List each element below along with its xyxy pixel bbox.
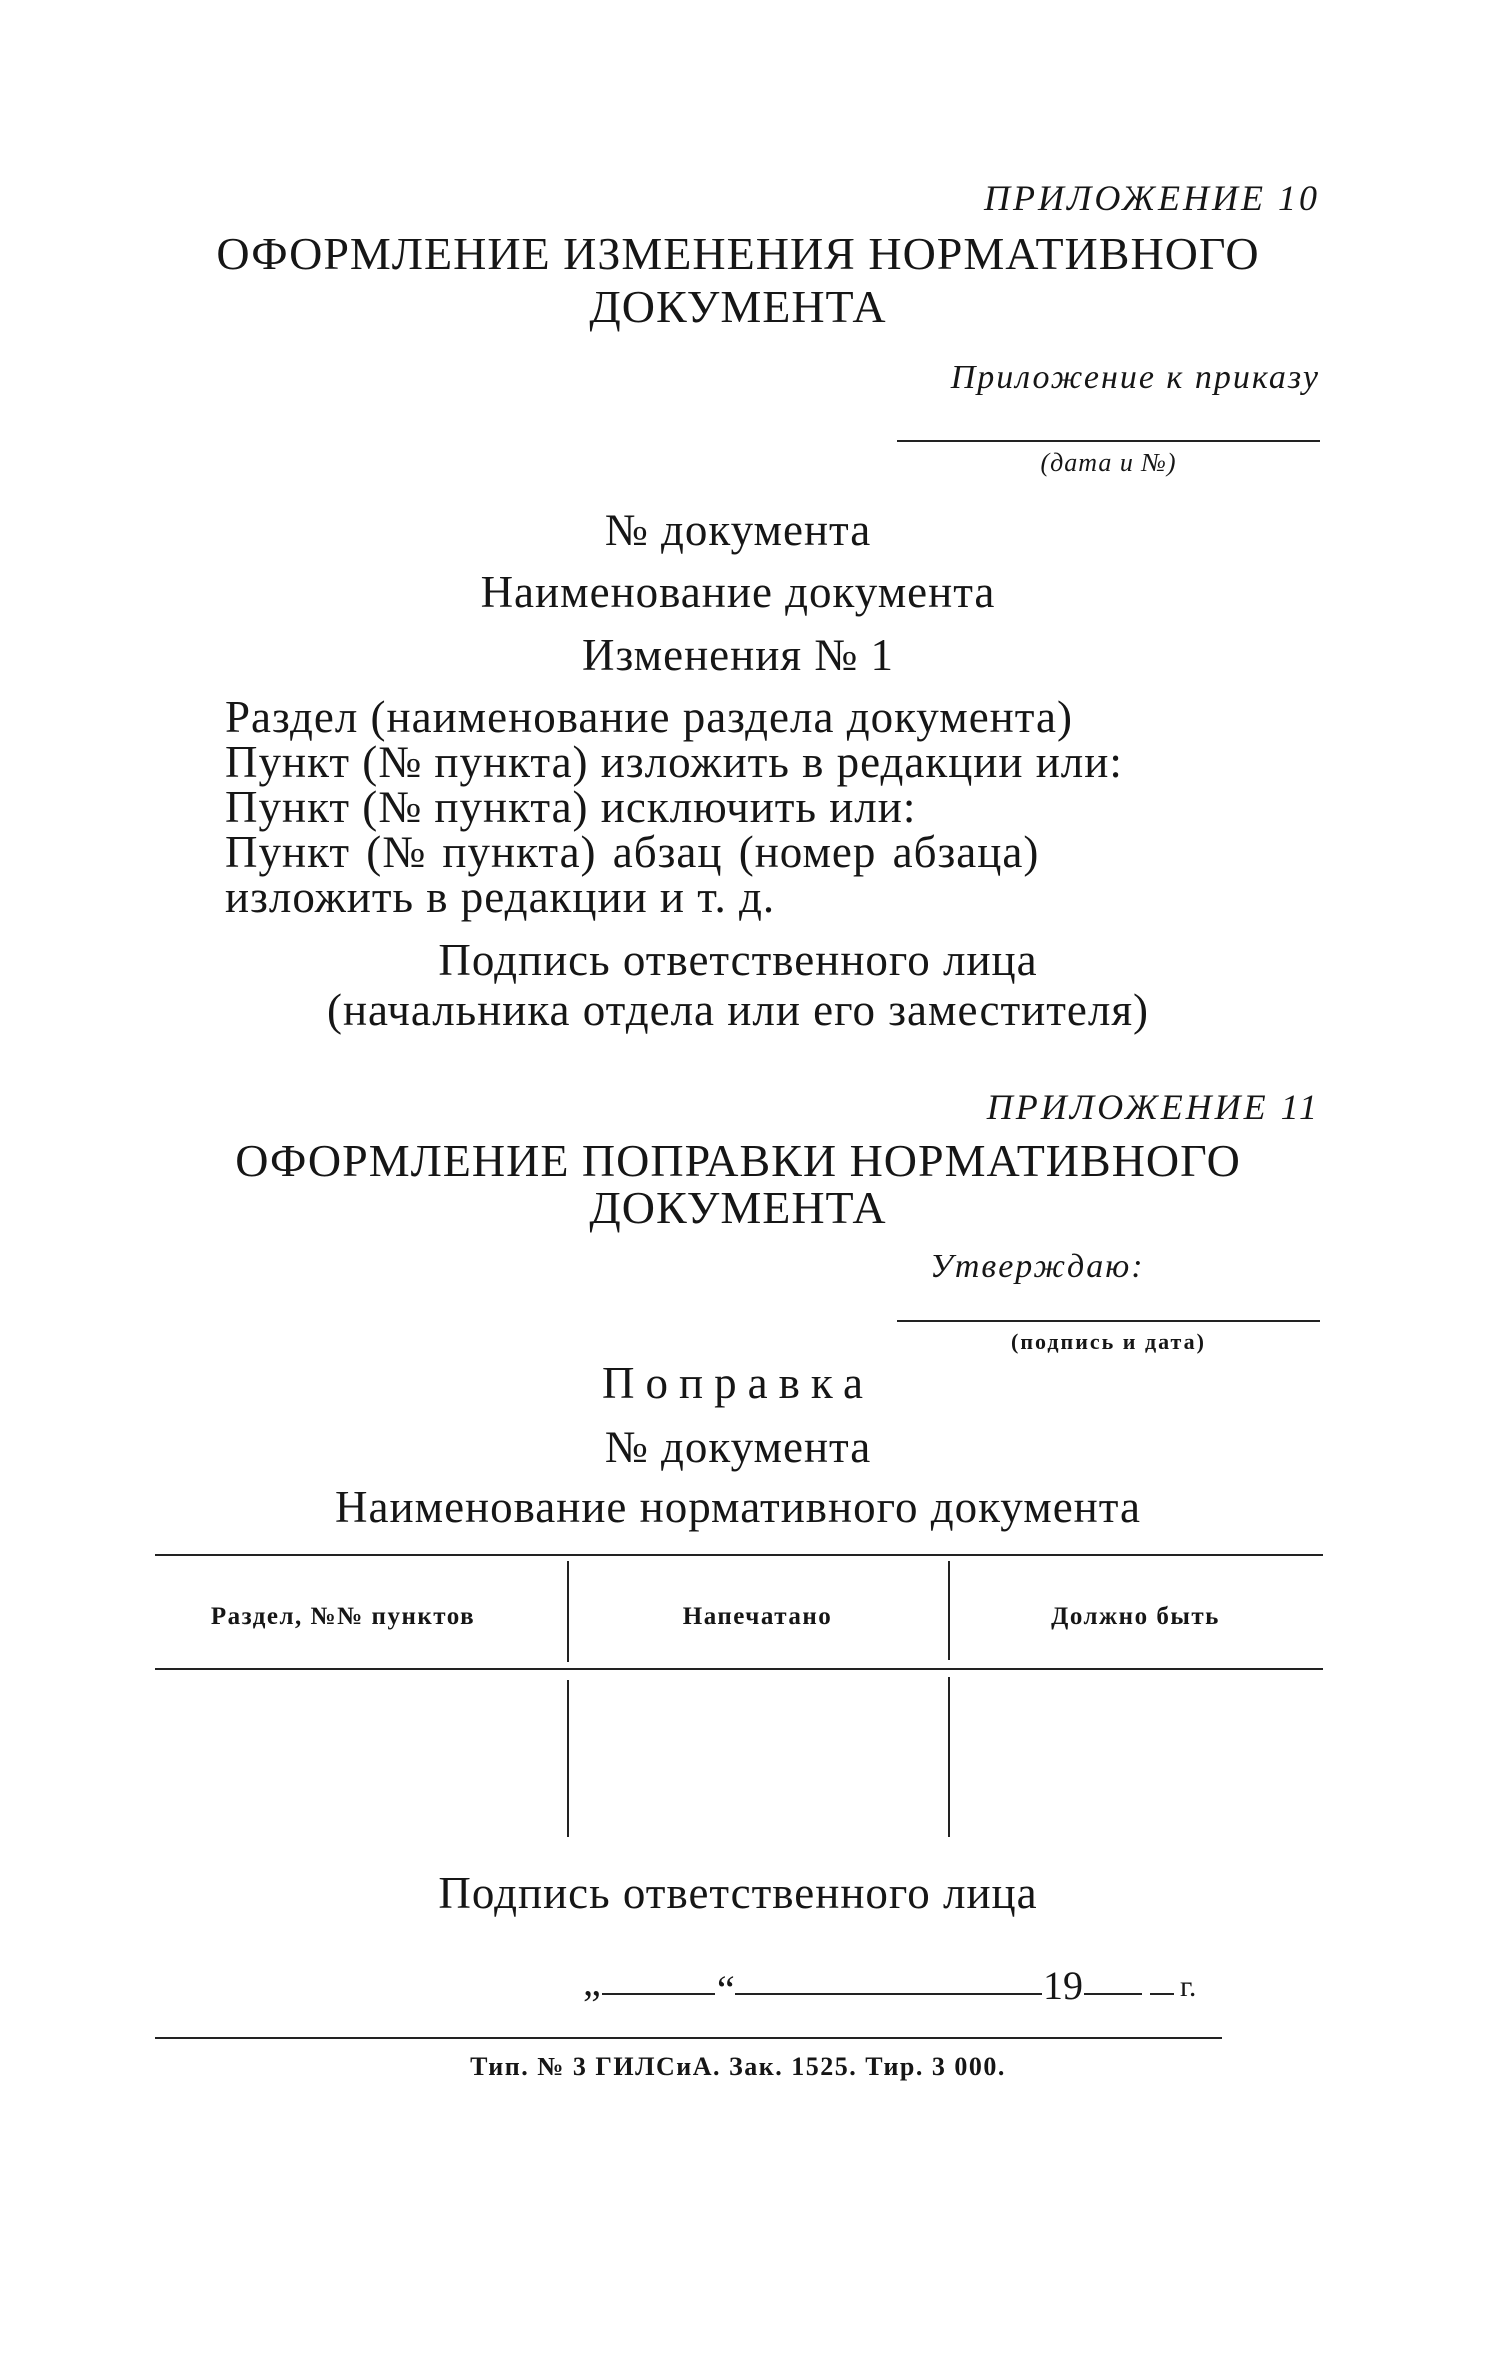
order-date-line [897,440,1320,442]
table-header-divider-2 [948,1561,950,1660]
appendix-10-label: ПРИЛОЖЕНИЕ 10 [984,178,1320,218]
date-day-blank [602,1993,715,1995]
doc-number-label: № документа [604,505,872,555]
table-body-divider-2 [948,1677,950,1837]
table-header-section: Раздел, №№ пунктов [210,1603,476,1630]
imprint-divider [155,2037,1222,2039]
date-close-quote: “ [717,1967,735,2012]
body-line-exclude: Пункт (№ пункта) исключить или: [225,782,917,832]
date-year-suffix: г. [1180,1970,1197,2003]
change-number-label: Изменения № 1 [582,630,894,680]
table-top-border [155,1554,1323,1556]
table-body-divider-1 [567,1680,569,1837]
appendix-10-title-line1: ОФОРМЛЕНИЕ ИЗМЕНЕНИЯ НОРМАТИВНОГО [216,228,1260,279]
date-month-blank [735,1993,1042,1995]
approval-label: Утверждаю: [930,1248,1145,1285]
signature-line1: Подпись ответственного лица [438,935,1038,985]
imprint-text: Тип. № 3 ГИЛСиА. Зак. 1525. Тир. 3 000. [470,2052,1006,2081]
order-date-caption: (дата и №) [1040,448,1177,477]
appendix-11-title-line2: ДОКУМЕНТА [589,1182,887,1233]
table-header-printed: Напечатано [682,1603,833,1630]
table-header-bottom-border [155,1668,1323,1670]
body-line-restate: Пункт (№ пункта) изложить в редакции или: [225,737,1123,787]
correction-signature: Подпись ответственного лица [438,1868,1038,1918]
appendix-10-title-line2: ДОКУМЕНТА [589,281,887,332]
body-line-section: Раздел (наименование раздела документа) [225,692,1073,742]
approval-caption: (подпись и дата) [1011,1329,1206,1354]
date-open-quote: „ [583,1959,601,2004]
correction-doc-name: Наименование нормативного документа [335,1482,1141,1532]
appendix-11-title-line1: ОФОРМЛЕНИЕ ПОПРАВКИ НОРМАТИВНОГО [235,1135,1241,1186]
date-year-prefix: 19 [1043,1963,1083,2008]
table-header-should-be: Должно быть [1051,1603,1220,1630]
correction-title: Поправка [602,1358,874,1408]
body-line-etc: изложить в редакции и т. д. [225,872,776,922]
approval-signature-line [897,1320,1320,1322]
date-year-blank [1084,1993,1142,1995]
doc-name-label: Наименование документа [480,567,996,617]
body-line-paragraph: Пункт (№ пункта) абзац (номер абзаца) [225,827,1040,877]
signature-line2: (начальника отдела или его заместителя) [326,985,1150,1035]
date-year-blank-short [1150,1993,1174,1995]
table-header-divider-1 [567,1561,569,1662]
appendix-11-label: ПРИЛОЖЕНИЕ 11 [986,1087,1320,1127]
order-attachment-note: Приложение к приказу [950,359,1320,396]
correction-doc-number: № документа [604,1422,872,1472]
